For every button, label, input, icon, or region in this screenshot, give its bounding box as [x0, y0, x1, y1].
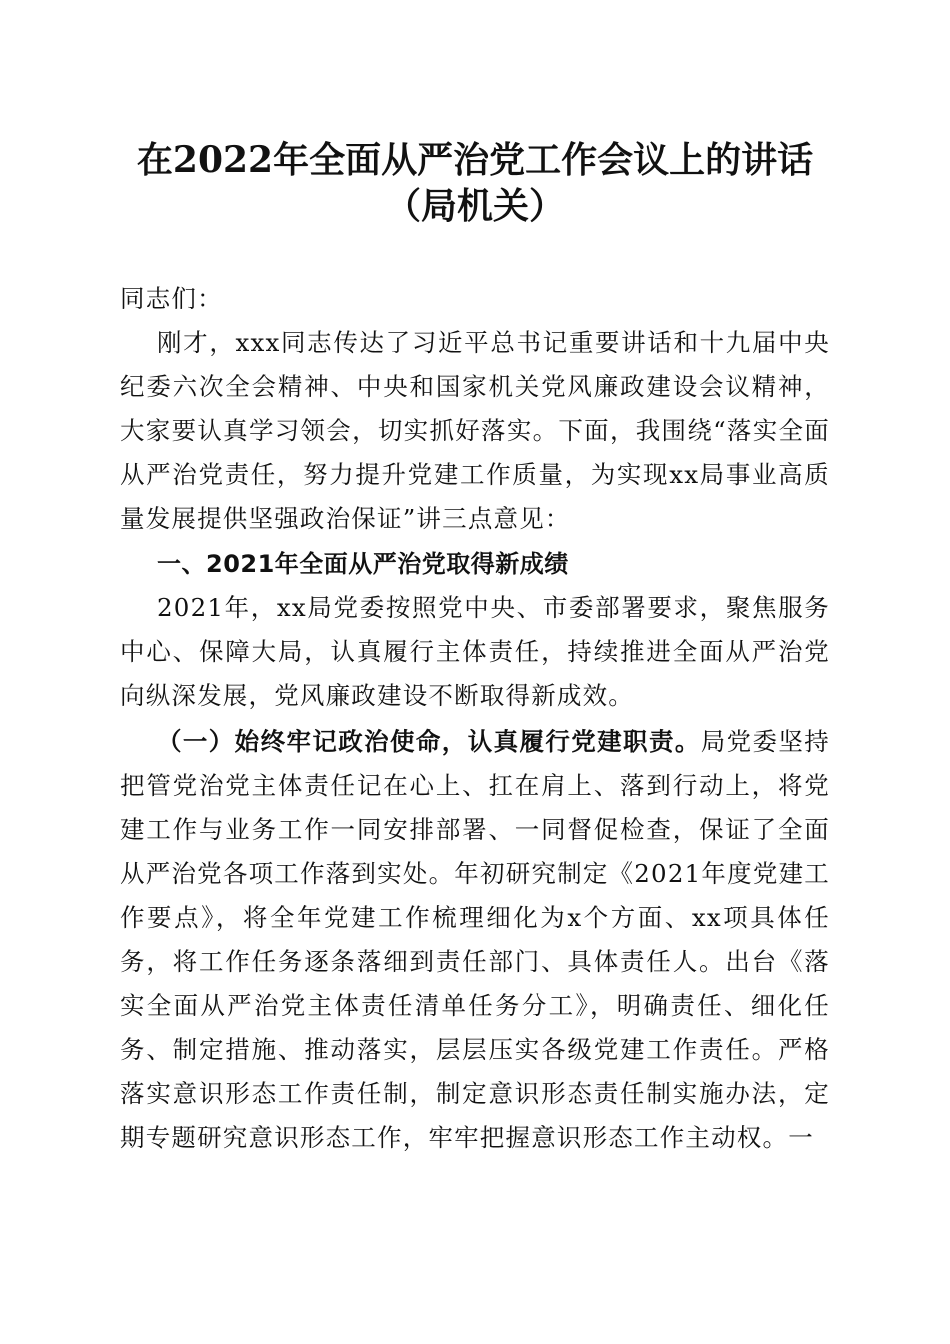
document-title: 在2022年全面从严治党工作会议上的讲话 — [136, 139, 814, 181]
paragraph-body: 局党委坚持把管党治党主体责任记在心上、扛在肩上、落到行动上，将党建工作与业务工作一同安排部署、一同督促检查，保证了全面从严治党各项工作落到实处。年初研究制定《2021年度党建工作要点》，将全年党建工作梳理细化为x个方面、xx项具体任务，将工作任务逐条落细到责任部门、具体责任人。出台《落实全面从严治党主体责任清单任务分工》，明确责任、细化任务、制定措施、推动落实，层层压实各级党建工作责任。严格落实意识形态工作责任制，制定意识形态责任制实施办法，定期专题研究意识形态工作，牢牢把握意识形态工作主动权。一 — [120, 727, 831, 1152]
paragraph-lead-heading: （一）始终牢记政治使命，认真履行党建职责。 — [157, 727, 701, 756]
salutation: 同志们： — [120, 284, 223, 313]
paragraph-political-mission — [120, 720, 830, 1160]
paragraph-summary-2021: 2021年，xx局党委按照党中央、市委部署要求，聚焦服务中心、保障大局，认真履行主体责任，持续推进全面从严治党向纵深发展，党风廉政建设不断取得新成效。 — [120, 593, 830, 710]
paragraph-intro: 刚才，xxx同志传达了习近平总书记重要讲话和十九届中央纪委六次全会精神、中央和国家机关党风廉政建设会议精神，大家要认真学习领会，切实抓好落实。下面，我围绕“落实全面从严治党责任，努力提升党建工作质量，为实现xx局事业高质量发展提供坚强政治保证”讲三点意见： — [120, 328, 830, 533]
document-subtitle: （局机关） — [384, 185, 565, 227]
section-heading-1: 一、2021年全面从严治党取得新成绩 — [157, 550, 569, 578]
